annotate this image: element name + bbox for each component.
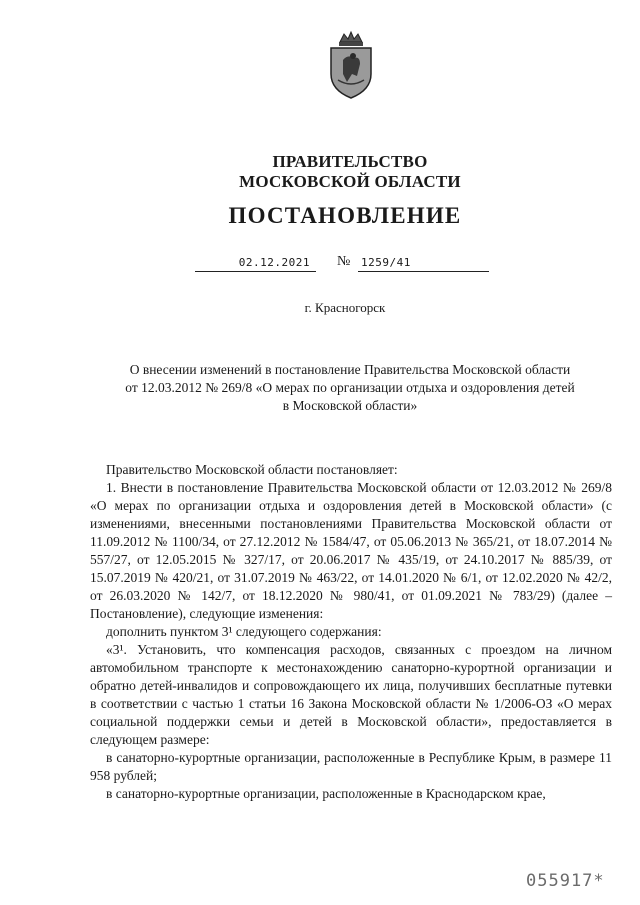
- number-sign: №: [337, 254, 351, 269]
- subject-line1: О внесении изменений в постановление Правительства Московской области: [129, 362, 571, 377]
- government-title: [0, 152, 640, 192]
- government-title-line2: МОСКОВСКОЙ ОБЛАСТИ: [239, 172, 461, 191]
- body-paragraph-6: в санаторно-курортные организации, расположенные в Краснодарском крае,: [106, 786, 546, 801]
- body-paragraph-5: в санаторно-курортные организации, расположенные в Республике Крым, в размере 11 958 рублей;: [90, 750, 612, 783]
- government-title-line1: ПРАВИТЕЛЬСТВО: [272, 152, 428, 171]
- coat-of-arms-icon: [326, 30, 376, 100]
- subject-line3: в Московской области»: [282, 398, 418, 413]
- registration-date: 02.12.2021: [195, 256, 316, 272]
- document-serial-stamp: 055917*: [526, 871, 605, 891]
- document-body: [90, 461, 612, 803]
- body-paragraph-3: дополнить пунктом 3¹ следующего содержания:: [106, 624, 382, 639]
- registration-number: 1259/41: [358, 256, 489, 272]
- body-paragraph-4: «3¹. Установить, что компенсация расходов, связанных с проездом на личном автомобильном транспорте к местонахождению санаторно-курортной организации и обратно детей-инвалидов и сопровождающего их лица, получивших бесплатные путевки в соответствии с частью 1 статьи 16 Закона Московской области № 1/2006-ОЗ «О мерах социальной поддержки семьи и детей в Московской области», предоставляется в следующем размере:: [90, 642, 612, 747]
- document-subject: [90, 361, 610, 415]
- body-paragraph-1: Правительство Московской области постановляет:: [106, 462, 398, 477]
- body-paragraph-2: 1. Внести в постановление Правительства Московской области от 12.03.2012 № 269/8 «О мерах по организации отдыха и оздоровления детей в Московской области» (с изменениями, внесенными постановлениями Правительства Московской области от 11.09.2012 № 1100/34, от 27.12.2012 № 1584/47, от 05.06.2013 № 365/21, от 18.07.2014 № 557/27, от 12.05.2015 № 327/17, от 20.06.2017 № 435/19, от 24.10.2017 № 885/39, от 15.07.2019 № 420/21, от 31.07.2019 № 463/22, от 14.01.2020 № 6/1, от 12.02.2020 № 42/2, от 26.03.2020 № 142/7, от 18.12.2020 № 980/41, от 01.09.2021 № 783/29) (далее – Постановление), следующие изменения:: [90, 480, 612, 621]
- city-label: г. Красногорск: [304, 300, 386, 315]
- document-type-title: ПОСТАНОВЛЕНИЕ: [228, 203, 462, 228]
- subject-line2: от 12.03.2012 № 269/8 «О мерах по организации отдыха и оздоровления детей: [125, 380, 575, 395]
